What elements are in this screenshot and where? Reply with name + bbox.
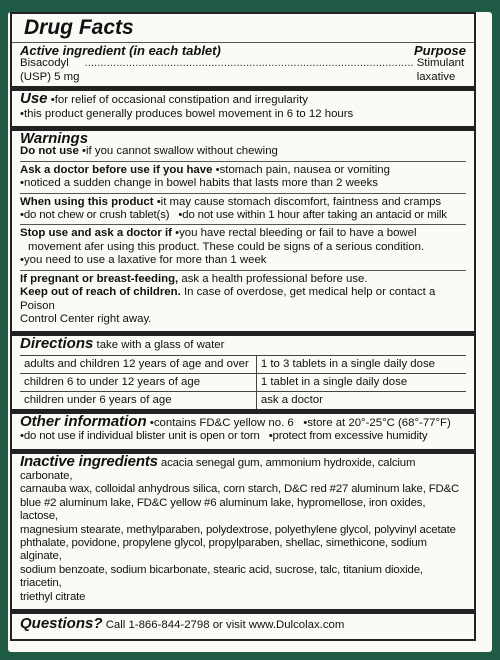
warnings-section (20, 131, 466, 329)
do-not-use-text: •if you cannot swallow without chewing (82, 145, 278, 158)
directions-table (20, 355, 466, 409)
inactive-line-2: carnauba wax, colloidal anhydrous silica, corn starch, D&C red #27 aluminum lake, FD&C (20, 483, 460, 496)
ask-doctor-text-1: •stomach pain, nausea or vomiting (215, 163, 390, 176)
stop-use-label: Stop use and ask a doctor if (20, 227, 172, 240)
other-information-line-2: •do not use if individual blister unit is open or torn •protect from excessive humidity (20, 430, 428, 443)
pregnant-text: ask a health professional before use. (181, 272, 368, 285)
other-information-section (20, 414, 466, 447)
dot-leader: ........................................................................................................ (84, 57, 414, 70)
directions-age: children under 6 years of age (20, 391, 256, 409)
inactive-line-4: magnesium stearate, methylparaben, polydextrose, polyethylene glycol, polyvinyl acetate (20, 523, 456, 536)
inactive-line-1: acacia senegal gum, ammonium hydroxide, calcium carbonate, (20, 456, 416, 482)
stop-use-text-2: movement afer using this product. These could be signs of a serious condition. (28, 240, 425, 253)
keep-out-of-reach-text-1: In case of overdose, get medical help or contact a Poison (20, 286, 436, 312)
active-purpose: Stimulant laxative (416, 57, 465, 83)
drug-facts-label (10, 12, 476, 641)
pregnant-label: If pregnant or breast-feeding, (20, 272, 179, 285)
divider (20, 270, 466, 271)
directions-row (20, 373, 466, 391)
use-line-2: •this product generally produces bowel movement in 6 to 12 hours (20, 107, 354, 120)
use-heading: Use (20, 90, 48, 108)
divider (20, 161, 466, 162)
active-ingredient-row (20, 57, 466, 84)
directions-dose: 1 to 3 tablets in a single daily dose (256, 355, 466, 373)
when-using-text-1: •it may cause stomach discomfort, faintness and cramps (156, 195, 442, 208)
purpose-heading: Purpose (413, 43, 466, 58)
other-information-heading: Other information (20, 412, 147, 430)
inactive-line-3: blue #2 aluminum lake, FD&C yellow #6 aluminum lake, hypromellose, iron oxides, lactose, (20, 496, 426, 523)
active-ingredient: Bisacodyl (USP) 5 mg (20, 57, 80, 83)
stop-use-text-1: •you have rectal bleeding or fail to have a bowel (175, 227, 417, 240)
questions-section (20, 614, 466, 635)
stop-use-text-3: •you need to use a laxative for more than 1 week (20, 254, 267, 267)
directions-heading: Directions (20, 335, 94, 353)
keep-out-of-reach-text-2: Control Center right away. (20, 312, 152, 325)
inactive-ingredients-heading: Inactive ingredients (20, 452, 158, 470)
directions-section (20, 336, 466, 408)
active-ingredient-header (20, 44, 466, 57)
directions-row (20, 355, 466, 373)
questions-text: Call 1-866-844-2798 or visit www.Dulcolax.com (105, 619, 345, 631)
ask-doctor-text-2: •noticed a sudden change in bowel habits that lasts more than 2 weeks (20, 177, 378, 190)
other-information-line-1: •contains FD&C yellow no. 6 •store at 20°-25°C (68°-77°F) (149, 416, 451, 429)
inactive-line-6: sodium benzoate, sodium bicarbonate, stearic acid, sucrose, talc, titanium dioxide, triacetin, (20, 563, 423, 590)
directions-dose: 1 tablet in a single daily dose (256, 373, 466, 391)
inactive-line-7: triethyl citrate (20, 590, 86, 603)
divider (20, 193, 466, 194)
use-section (20, 91, 466, 124)
directions-row (20, 391, 466, 409)
directions-age: children 6 to under 12 years of age (20, 373, 256, 391)
inactive-ingredients-section (20, 454, 466, 607)
inactive-line-5: phthalate, povidone, propylene glycol, propylparaben, shellac, simethicone, sodium alginate, (20, 536, 427, 563)
directions-intro: take with a glass of water (96, 339, 225, 352)
ask-doctor-label: Ask a doctor before use if you have (20, 163, 213, 176)
keep-out-of-reach-label: Keep out of reach of children. (20, 286, 181, 299)
questions-heading: Questions? (20, 615, 103, 632)
when-using-text-2: •do not chew or crush tablet(s) •do not use within 1 hour after taking an antacid or milk (20, 209, 447, 222)
divider (20, 224, 466, 225)
when-using-label: When using this product (20, 195, 154, 208)
active-ingredient-heading: Active ingredient (in each tablet) (20, 43, 221, 58)
directions-age: adults and children 12 years of age and over (20, 355, 256, 373)
drug-facts-title: Drug Facts (24, 16, 134, 39)
warnings-heading: Warnings (20, 130, 89, 148)
use-line-1: •for relief of occasional constipation and irregularity (50, 94, 308, 107)
directions-dose: ask a doctor (256, 391, 466, 409)
do-not-use-label: Do not use (20, 145, 79, 158)
